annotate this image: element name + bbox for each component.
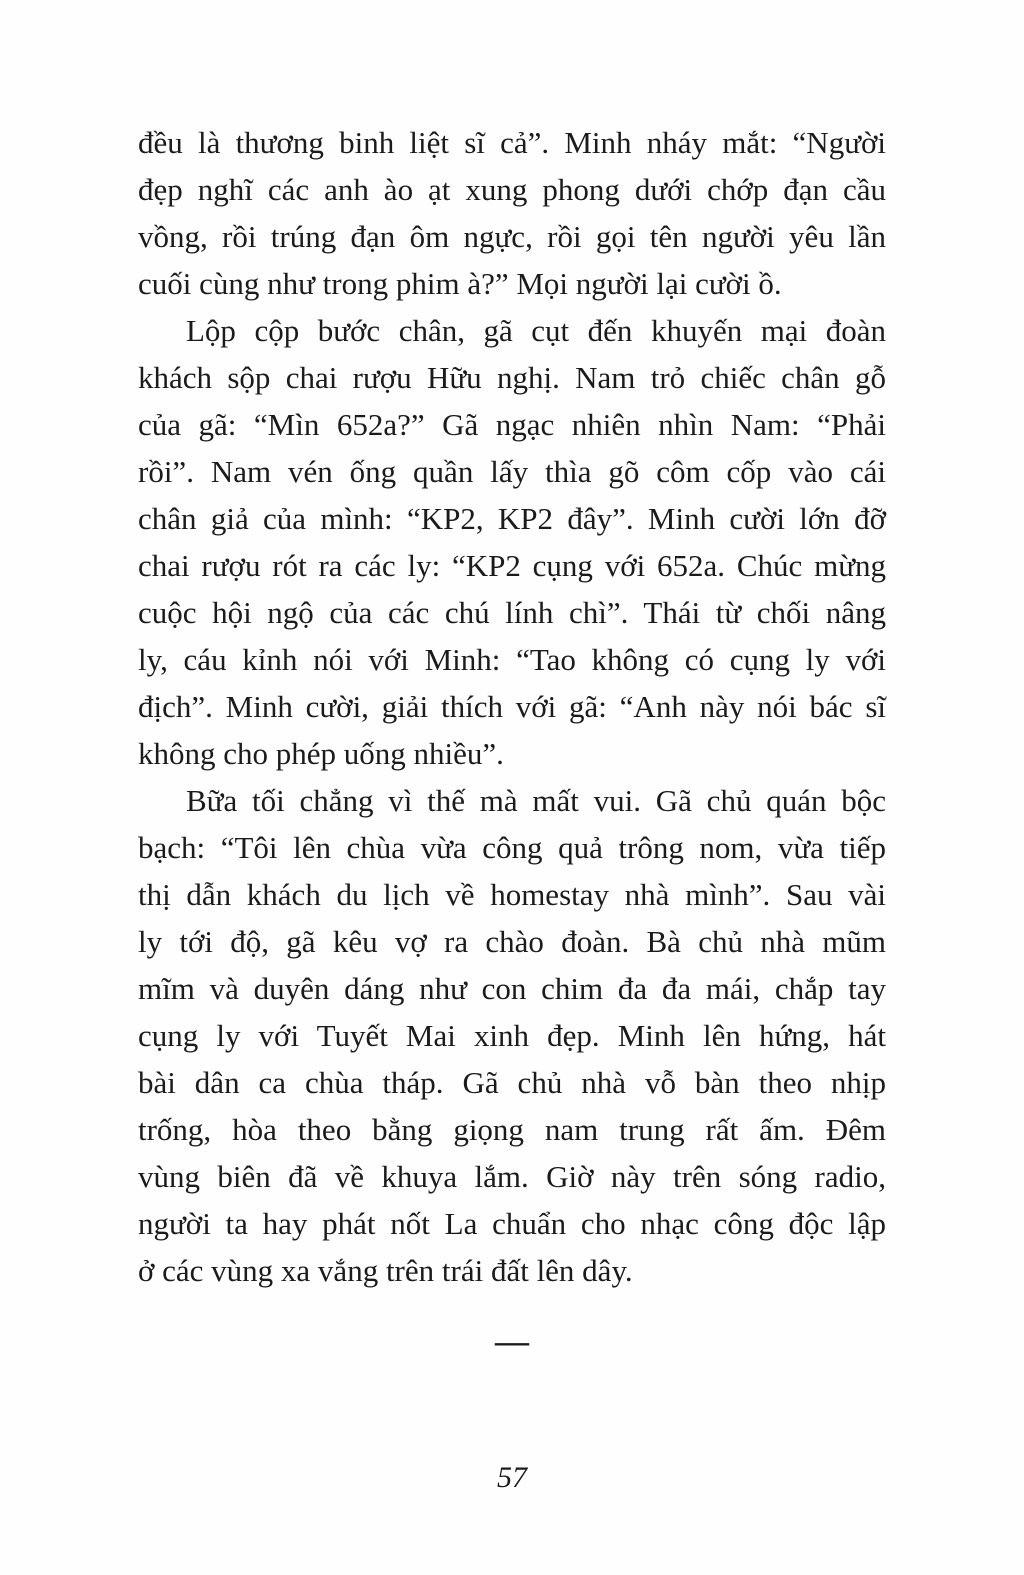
text-line: của gã: “Mìn 652a?” Gã ngạc nhiên nhìn Nam: “Phải xyxy=(138,407,886,442)
text-line: đẹp nghĩ các anh ào ạt xung phong dưới chớp đạn cầu xyxy=(138,172,886,207)
text-line: trống, hòa theo bằng giọng nam trung rất ấm. Đêm xyxy=(138,1112,886,1147)
text-line: mĩm và duyên dáng như con chim đa đa mái, chắp tay xyxy=(138,971,886,1006)
text-line: địch”. Minh cười, giải thích với gã: “Anh này nói bác sĩ xyxy=(138,689,886,724)
text-line: rồi”. Nam vén ống quần lấy thìa gõ côm cốp vào cái xyxy=(138,454,886,489)
text-line: cuộc hội ngộ của các chú lính chì”. Thái từ chối nâng xyxy=(138,595,886,630)
text-line: không cho phép uống nhiều”. xyxy=(138,736,504,771)
text-line: ly tới độ, gã kêu vợ ra chào đoàn. Bà chủ nhà mũm xyxy=(138,924,886,959)
page-number: 57 xyxy=(497,1461,527,1494)
paragraph xyxy=(138,307,886,777)
section-separator: — xyxy=(495,1323,529,1360)
text-line: chai rượu rót ra các ly: “KP2 cụng với 652a. Chúc mừng xyxy=(138,548,886,583)
text-line: vồng, rồi trúng đạn ôm ngực, rồi gọi tên người yêu lần xyxy=(138,219,886,254)
paragraph xyxy=(138,119,886,307)
text-block xyxy=(138,119,886,1294)
text-line: người ta hay phát nốt La chuẩn cho nhạc công độc lập xyxy=(138,1206,886,1241)
text-line: ly, cáu kỉnh nói với Minh: “Tao không có cụng ly với xyxy=(138,642,886,677)
text-line: thị dẫn khách du lịch về homestay nhà mình”. Sau vài xyxy=(138,877,886,912)
text-line: Lộp cộp bước chân, gã cụt đến khuyến mại đoàn xyxy=(186,313,886,348)
text-line: chân giả của mình: “KP2, KP2 đây”. Minh cười lớn đỡ xyxy=(138,501,886,536)
text-line: Bữa tối chẳng vì thế mà mất vui. Gã chủ quán bộc xyxy=(186,783,886,818)
text-line: bài dân ca chùa tháp. Gã chủ nhà vỗ bàn theo nhịp xyxy=(138,1065,886,1100)
text-line: ở các vùng xa vắng trên trái đất lên dây. xyxy=(138,1253,633,1288)
text-line: cụng ly với Tuyết Mai xinh đẹp. Minh lên hứng, hát xyxy=(138,1018,886,1053)
text-line: cuối cùng như trong phim à?” Mọi người lại cười ồ. xyxy=(138,266,782,301)
paragraph xyxy=(138,777,886,1294)
text-line: vùng biên đã về khuya lắm. Giờ này trên sóng radio, xyxy=(138,1159,886,1194)
text-line: khách sộp chai rượu Hữu nghị. Nam trỏ chiếc chân gỗ xyxy=(138,360,886,395)
text-line: đều là thương binh liệt sĩ cả”. Minh nháy mắt: “Người xyxy=(138,125,886,160)
text-line: bạch: “Tôi lên chùa vừa công quả trông nom, vừa tiếp xyxy=(138,830,886,865)
